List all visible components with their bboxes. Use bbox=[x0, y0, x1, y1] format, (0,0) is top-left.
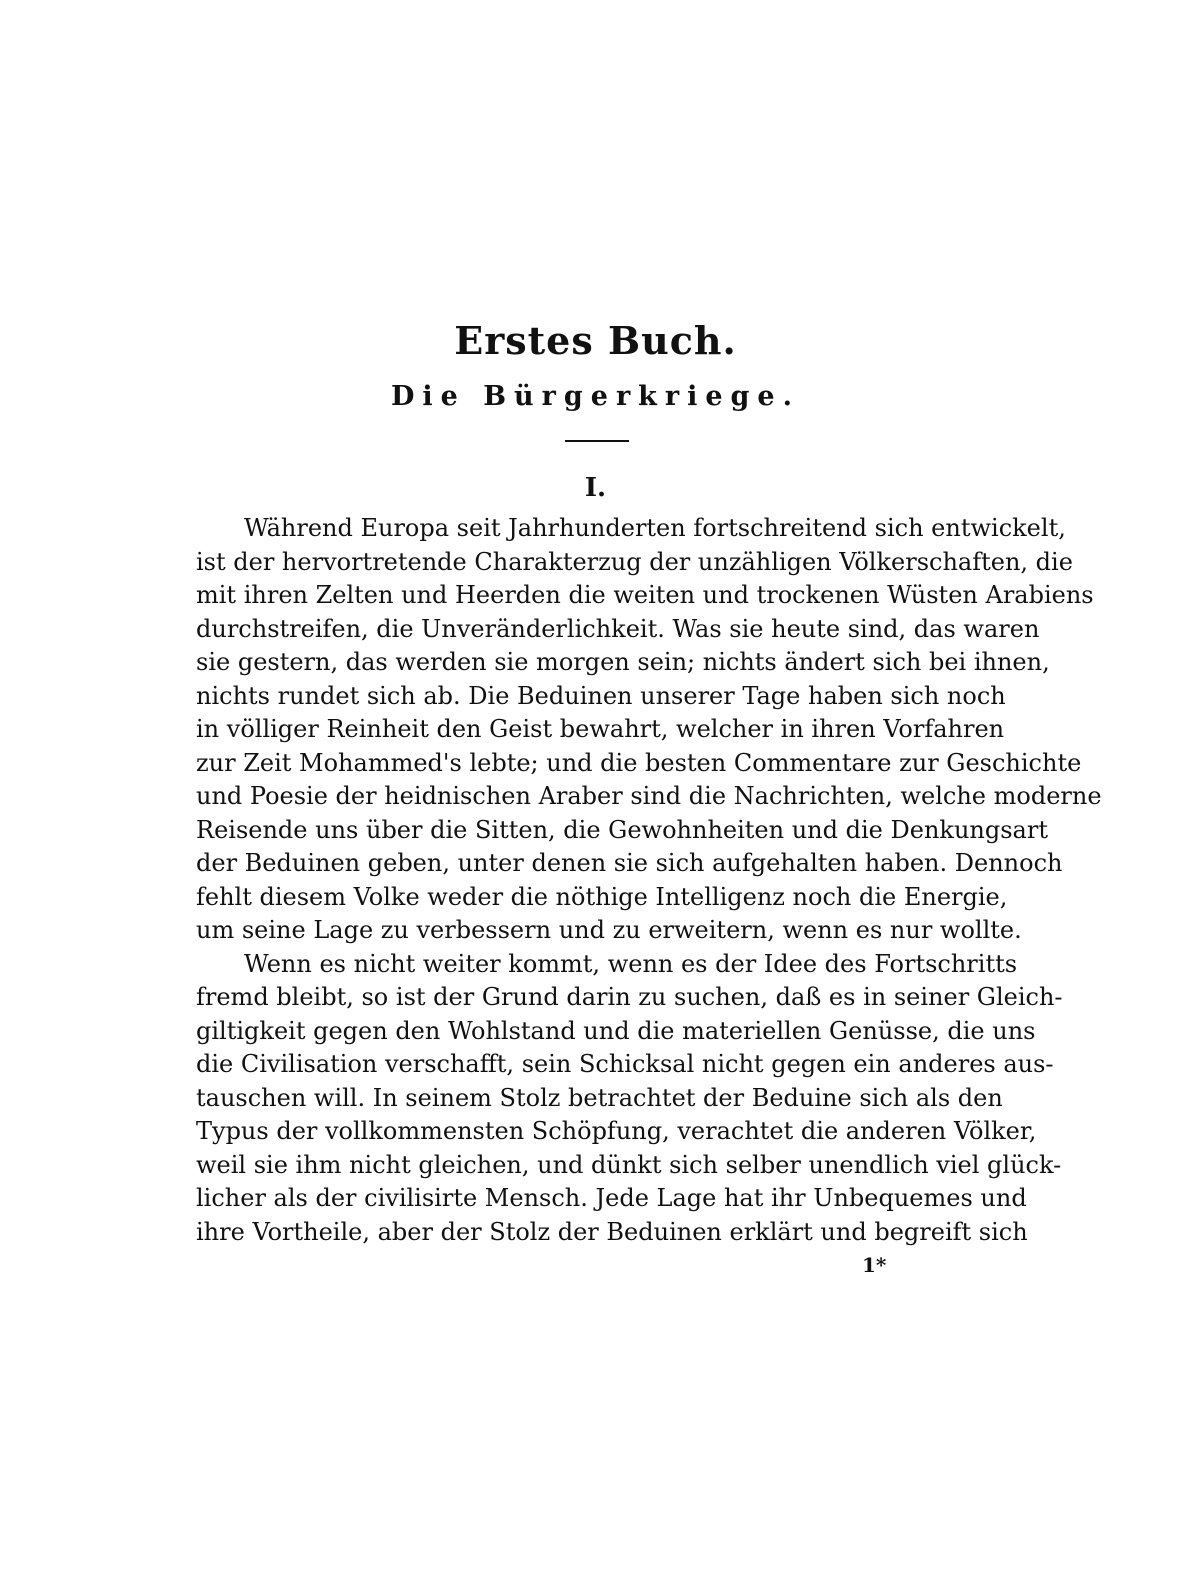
text-line: ist der hervortretende Charakterzug der unzähligen Völkerschaften, die bbox=[196, 547, 1073, 576]
text-line: ihre Vortheile, aber der Stolz der Beduinen erklärt und begreift sich bbox=[196, 1217, 1028, 1246]
part-title: Die Bürgerkriege. bbox=[390, 381, 801, 412]
text-line: in völliger Reinheit den Geist bewahrt, welcher in ihren Vorfahren bbox=[196, 715, 1005, 743]
text-line: giltigkeit gegen den Wohlstand und die materiellen Genüsse, die uns bbox=[196, 1016, 1036, 1045]
text-line: weil sie ihm nicht gleichen, und dünkt sich selber unendlich viel glück- bbox=[196, 1150, 1062, 1179]
text-line: mit ihren Zelten und Heerden die weiten und trockenen Wüsten Arabiens bbox=[196, 581, 1094, 609]
body-text bbox=[196, 512, 1102, 1249]
text-line: nichts rundet sich ab. Die Beduinen unserer Tage haben sich noch bbox=[196, 681, 1006, 710]
text-line: Reisende uns über die Sitten, die Gewohnheiten und die Denkungsart bbox=[196, 815, 1048, 844]
section-divider bbox=[565, 440, 629, 442]
text-line: und Poesie der heidnischen Araber sind die Nachrichten, welche moderne bbox=[196, 782, 1102, 810]
text-line: um seine Lage zu verbessern und zu erweitern, wenn es nur wollte. bbox=[196, 916, 1022, 944]
text-line: fehlt diesem Volke weder die nöthige Intelligenz noch die Energie, bbox=[196, 882, 1008, 911]
printer-signature-mark: 1* bbox=[862, 1253, 887, 1277]
text-line: fremd bleibt, so ist der Grund darin zu suchen, daß es in seiner Gleich- bbox=[196, 983, 1063, 1011]
text-line: der Beduinen geben, unter denen sie sich aufgehalten haben. Dennoch bbox=[196, 849, 1063, 877]
text-line: Wenn es nicht weiter kommt, wenn es der Idee des Fortschritts bbox=[244, 949, 1018, 978]
book-title: Erstes Buch. bbox=[454, 318, 737, 363]
text-line: die Civilisation verschafft, sein Schicksal nicht gegen ein anderes aus- bbox=[196, 1050, 1054, 1078]
text-line: licher als der civilisirte Mensch. Jede Lage hat ihr Unbequemes und bbox=[196, 1184, 1027, 1212]
chapter-number: I. bbox=[584, 473, 607, 503]
text-line: sie gestern, das werden sie morgen sein; nichts ändert sich bei ihnen, bbox=[196, 648, 1050, 676]
text-line: durchstreifen, die Unveränderlichkeit. Was sie heute sind, das waren bbox=[196, 614, 1040, 643]
text-line: Typus der vollkommensten Schöpfung, verachtet die anderen Völker, bbox=[196, 1117, 1037, 1145]
text-line: Während Europa seit Jahrhunderten fortschreitend sich entwickelt, bbox=[244, 514, 1066, 542]
text-line: zur Zeit Mohammed's lebte; und die besten Commentare zur Geschichte bbox=[196, 748, 1082, 777]
text-line: tauschen will. In seinem Stolz betrachtet der Beduine sich als den bbox=[196, 1083, 1003, 1112]
